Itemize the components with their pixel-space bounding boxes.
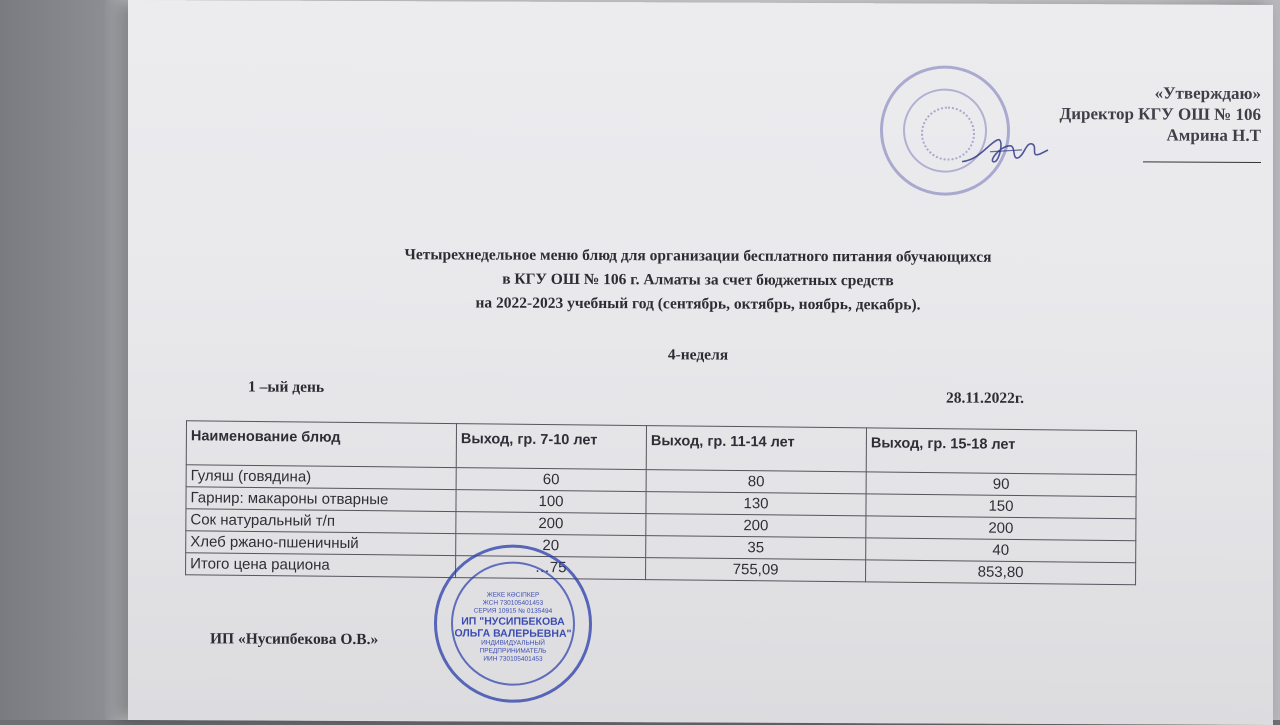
stamp-text [437,591,589,664]
header-output-7-10: Выход, гр. 7-10 лет [456,424,646,470]
dish-name: Гуляш (говядина) [186,465,456,490]
document-page [128,0,1273,725]
output-7-10: 60 [456,468,646,492]
signature-icon [960,132,1050,172]
dish-name: Сок натуральный т/п [186,509,456,534]
entrepreneur-label: ИП «Нусипбекова О.В.» [210,630,379,649]
stamp-line: ЖСН 730105401453 [482,599,544,607]
date-label: 28.11.2022г. [946,389,1025,407]
approval-position: Директор КГУ ОШ № 106 [1059,104,1261,124]
title-line-1: Четырехнедельное меню блюд для организации бесплатного питания обучающихся [404,246,992,266]
output-15-18: 40 [866,538,1136,563]
output-15-18: 150 [866,494,1136,519]
output-7-10: 100 [456,490,646,514]
stamp-line: ИИН 730105401453 [483,655,543,663]
menu-table [185,420,1137,585]
header-output-15-18: Выход, гр. 15-18 лет [866,428,1136,475]
stamp-line: ЖЕКЕ КӘСІПКЕР [486,591,540,599]
total-15-18: 853,80 [866,560,1136,585]
header-dish-name: Наименование блюд [186,421,456,468]
output-11-14: 200 [646,514,866,538]
output-15-18: 90 [866,472,1136,497]
title-line-2: в КГУ ОШ № 106 г. Алматы за счет бюджетных средств [502,270,894,290]
output-15-18: 200 [866,516,1136,541]
week-label: 4-неделя [667,346,729,364]
day-label: 1 –ый день [248,378,325,396]
approval-heading: «Утверждаю» [1154,83,1261,103]
total-11-14: 755,09 [646,558,866,582]
document-title [128,242,1268,319]
dish-name: Гарнир: макароны отварные [186,487,456,512]
stamp-line: ИНДИВИДУАЛЬНЫЙ [481,639,545,647]
output-11-14: 130 [646,492,866,516]
output-11-14: 80 [646,470,866,494]
output-7-10: 200 [456,512,646,536]
entrepreneur-round-stamp [434,544,592,703]
header-output-11-14: Выход, гр. 11-14 лет [646,426,866,472]
stamp-name: ОЛЬГА ВАЛЕРЬЕВНА" [454,627,572,640]
total-7-10: …75 [456,556,646,580]
stamp-name: ИП "НУСИПБЕКОВА [461,615,565,628]
output-11-14: 35 [646,536,866,560]
dish-name: Хлеб ржано-пшеничный [186,531,456,556]
title-line-3: на 2022-2023 учебный год (сентябрь, октябрь, ноябрь, декабрь). [475,294,921,314]
signature-line [1143,161,1261,163]
stamp-line: СЕРИЯ 10915 № 0135494 [473,607,553,615]
approval-name: Амрина Н.Т [1166,125,1261,145]
stamp-line: ПРЕДПРИНИМАТЕЛЬ [479,647,547,655]
school-round-stamp [880,65,1010,196]
total-label: Итого цена рациона [186,553,456,578]
output-7-10: 20 [456,534,646,558]
